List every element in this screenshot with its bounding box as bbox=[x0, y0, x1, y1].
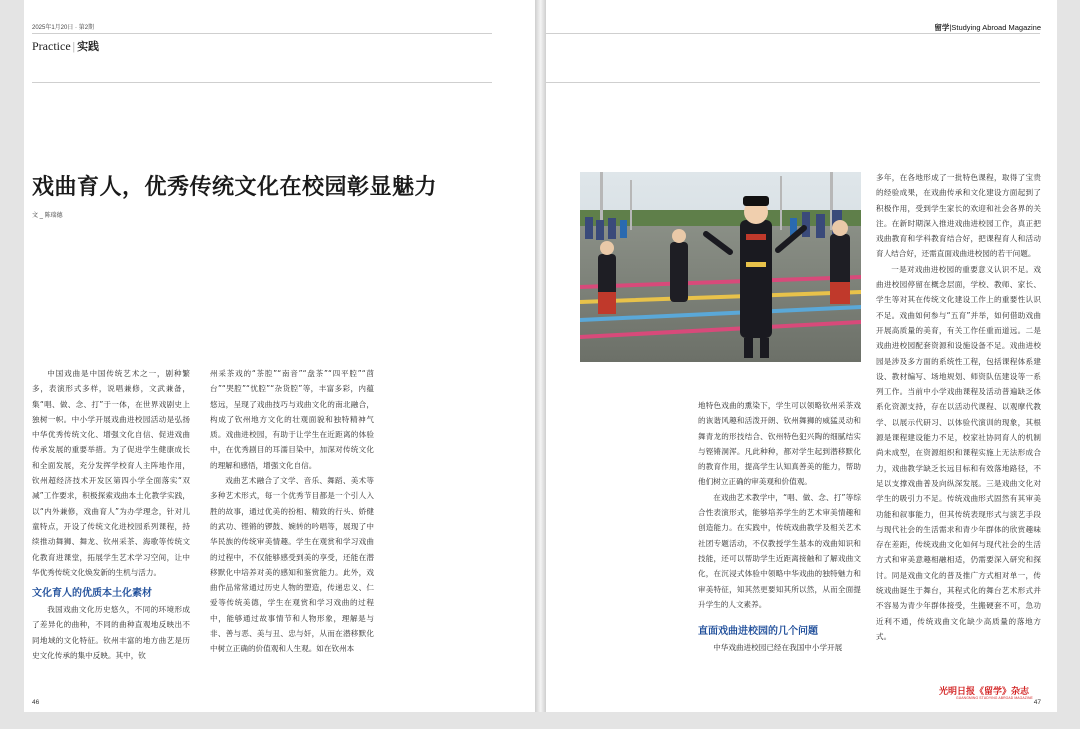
magazine-logo-sub: GUANGMING STUDYING ABROAD MAGAZINE bbox=[956, 696, 1033, 700]
children-dancing-photo bbox=[580, 172, 861, 362]
header-bottom-rule bbox=[546, 82, 1040, 83]
left-column-1 bbox=[32, 366, 190, 663]
section-label bbox=[32, 38, 99, 54]
paragraph: 我国戏曲文化历史悠久，不同的环境形成了差异化的曲种，不同的曲种直观地反映出不同地域的文化特征。钦州丰富的地方曲艺是历史文化传承的集中反映。其中，钦 bbox=[32, 605, 190, 661]
magazine-name bbox=[934, 22, 1041, 33]
paragraph: 在戏曲艺术教学中，“唱、做、念、打”等综合性表演形式，能够培养学生的艺术审美情趣和创造能力。在实践中，传统戏曲教学及相关艺术社团专题活动，不仅教授学生基本的戏曲知识和技能，还可以帮助学生近距离接触和了解戏曲文化，在沉浸式体验中领略中华戏曲的独特魅力和审美特征，知其然更要知其所以然，从而全面提升学生的人文素养。 bbox=[698, 492, 861, 609]
page-number: 46 bbox=[32, 699, 40, 706]
header-rule bbox=[32, 33, 492, 34]
right-column-2 bbox=[876, 170, 1041, 644]
paragraph: 州采茶戏的“茶腔”“南音”“盘茶”“四平腔”“茴台”“哭腔”“忧腔”“杂货腔”等，丰富多彩，内蕴悠远，呈现了戏曲技巧与戏曲文化的南北融合，构成了钦州地方文化的壮观面貌和独特精神气质。戏曲进校园，有助于让学生在近距离的体验中，在优秀剧目的耳濡目染中，加深对传统文化的理解和感悟，增强文化自信。 bbox=[210, 369, 374, 470]
paragraph: 一是对戏曲进校园的重要意义认识不足。戏曲进校园停留在概念层面，学校、教师、家长、学生等对其在传统文化建设工作上的重要性认识不足。戏曲如何参与“五育”并举，如何借助戏曲开展高质量的美育，有关工作任重而道远。二是戏曲进校园配套资源和设施设备不足。戏曲进校园是涉及多方面的系统性工程，包括课程体系建设、教材编写、场地规划、师资队伍建设等一系列工作。当前中小学戏曲课程及活动普遍缺乏体系化资源支持，存在以活动代课程、以观摩代教学、以展示代研习、以体验代演训的现象，其根源是课程建设能力不足，校家社协同育人的机制尚未成型，在资源组织和课程实施上无法形成合力，戏曲教学缺乏长远目标和有效落地路径，不足以支撑戏曲普及向纵深发展。三是戏曲文化对学生的吸引力不足。传统戏曲形式固然有其审美功能和叙事能力，但其传统表现形式与演艺手段与现代社会的生活需求和青少年群体的欣赏趣味存在差距，传统戏曲文化如何与现代社会的生活方式和审美意趣相融相适，仍需要深入研究和探讨。同是戏曲文化的普及推广方式相对单一，传统戏曲诞生于舞台，其程式化的舞台艺术形式并不容易为青少年群体接受，生搬硬套不可，急功近利不通，传统戏曲文化缺少高质量的落地方式。 bbox=[876, 264, 1041, 641]
paragraph: 中华戏曲进校园已经在我国中小学开展 bbox=[713, 643, 843, 653]
header-rule bbox=[546, 33, 1040, 34]
right-column-1 bbox=[698, 398, 861, 655]
page-number: 47 bbox=[1033, 699, 1041, 706]
section-en: Practice bbox=[32, 39, 71, 53]
paragraph: 戏曲艺术融合了文学、音乐、舞蹈、美术等多种艺术形式，每一个优秀节目都是一个引人入胜的故事，通过优美的扮相、精致的行头、娇健的武功、铿锵的锣鼓、婉转的吟唱等，展现了中华民族的传统审美情趣。学生在观赏和学习戏曲的过程中，不仅能够感受到美的享受，还能在潜移默化中培养对美的感知和鉴赏能力。此外，戏曲作品常常通过历史人物的塑造，传递忠义、仁爱等传统美德，学生在观赏和学习戏曲的过程中，能够通过故事情节和人物形象，理解是与非、善与恶、美与丑、忠与奸，从而在潜移默化中树立正确的价值观和人生观。如在钦州本 bbox=[210, 476, 374, 654]
paragraph: 多年，在各地形成了一批特色课程，取得了宝贵的经验成果，在戏曲传承和文化建设方面起到了积极作用，受到学生家长的欢迎和社会各界的关注。在新时期深入推进戏曲进校园工作，真正把戏曲教育和学科教育结合好，把课程育人和活动育人结合好，还需直面戏曲进校园的若干问题。 bbox=[876, 173, 1041, 259]
magazine-name-rest: |Studying Abroad Magazine bbox=[949, 23, 1041, 32]
magazine-logo: 光明日报《留学》杂志 bbox=[939, 687, 1030, 697]
article-photo bbox=[580, 172, 861, 362]
magazine-name-bold: 留学 bbox=[934, 23, 950, 32]
article-title: 戏曲育人，优秀传统文化在校园彰显魅力 bbox=[32, 175, 438, 200]
left-column-2 bbox=[210, 366, 374, 657]
section-heading: 文化育人的优质本土化素材 bbox=[32, 588, 152, 600]
paragraph: 中国戏曲是中国传统艺术之一，剧种繁多，表演形式多样，说唱兼修，文武兼备，集“唱、做、念、打”于一体，在世界戏剧史上独树一帜。中小学开展戏曲进校园活动是弘扬中华优秀传统文化、增强文化自信、促进戏曲传承发展的重要举措。为了促进学生健康成长和全面发展，充分发挥学校育人主阵地作用，钦州超经济技术开发区第四小学全面落实“双减”工作要求，积极探索戏曲本土化教学实践，以“内外兼修，戏曲育人”为办学理念，针对儿童特点，开设了传统文化进校园系列课程，持续推动舞狮、舞龙、钦州采茶、海歌等传统文化教育进课堂，拓展学生艺术学习空间，让中华优秀传统文化焕发新的生机与活力。 bbox=[32, 369, 190, 577]
byline: 文 _ 陈瑞德 bbox=[32, 213, 63, 219]
section-zh: 实践 bbox=[77, 41, 100, 53]
header-bottom-rule bbox=[32, 82, 492, 83]
paragraph: 地特色戏曲的熏染下，学生可以领略钦州采茶戏的诙谐风趣和活泼开朗、钦州舞狮的威猛灵动和舞青龙的形技结合、钦州特色犯兴陶的细腻结实与铿锵洞浑。凡此种种，都对学生起到潜移默化的教育作用，提高学生认知真善美的能力，帮助他们树立正确的审美观和价值观。 bbox=[698, 401, 861, 487]
section-heading: 直面戏曲进校园的几个问题 bbox=[698, 626, 818, 638]
right-page bbox=[546, 0, 1057, 712]
left-page bbox=[24, 0, 535, 712]
issue-date: 2025年1月20日 · 第2期 bbox=[32, 25, 95, 31]
spine-gutter bbox=[535, 0, 546, 712]
section-separator: | bbox=[72, 39, 76, 53]
